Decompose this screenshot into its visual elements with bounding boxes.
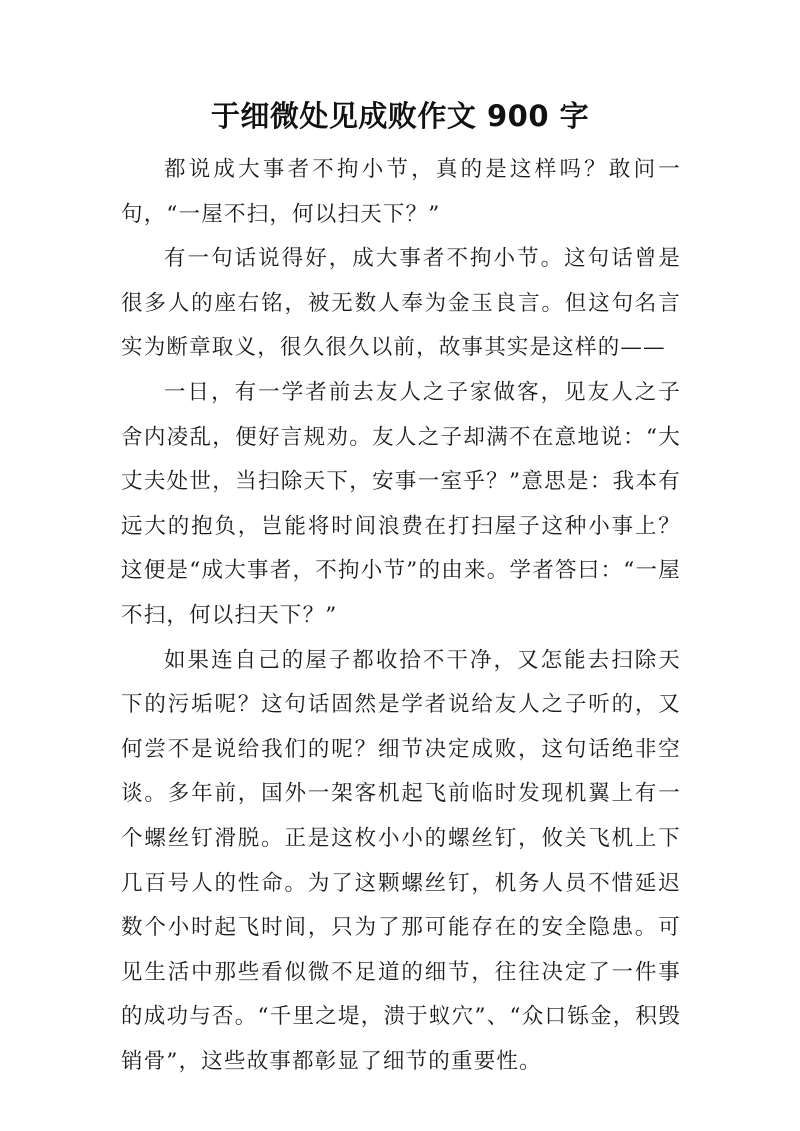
paragraph-3: 一日，有一学者前去友人之子家做客，见友人之子舍内凌乱，便好言规劝。友人之子却满不在意地说：“大丈夫处世，当扫除天下，安事一室乎？”意思是：我本有远大的抱负，岂能将时间浪费在打扫屋子这种小事上？这便是“成大事者，不拘小节”的由来。学者答曰：“一屋不扫，何以扫天下？” (121, 379, 681, 628)
paragraph-1: 都说成大事者不拘小节，真的是这样吗？敢问一句，“一屋不扫，何以扫天下？” (121, 157, 681, 227)
paragraph-2: 有一句话说得好，成大事者不拘小节。这句话曾是很多人的座右铭，被无数人奉为金玉良言。但这句名言实为断章取义，很久很久以前，故事其实是这样的—— (121, 246, 681, 361)
document-body (121, 148, 681, 1084)
document-title: 于细微处见成败作文 900 字 (210, 99, 590, 133)
paragraph-4: 如果连自己的屋子都收拾不干净，又怎能去扫除天下的污垢呢？这句话固然是学者说给友人之子听的，又何尝不是说给我们的呢？细节决定成败，这句话绝非空谈。多年前，国外一架客机起飞前临时发现机翼上有一个螺丝钉滑脱。正是这枚小小的螺丝钉，攸关飞机上下几百号人的性命。为了这颗螺丝钉，机务人员不惜延迟数个小时起飞时间，只为了那可能存在的安全隐患。可见生活中那些看似微不足道的细节，往往决定了一件事的成功与否。“千里之堤，溃于蚁穴”、“众口铄金，积毁销骨”，这些故事都彰显了细节的重要性。 (121, 647, 681, 1074)
